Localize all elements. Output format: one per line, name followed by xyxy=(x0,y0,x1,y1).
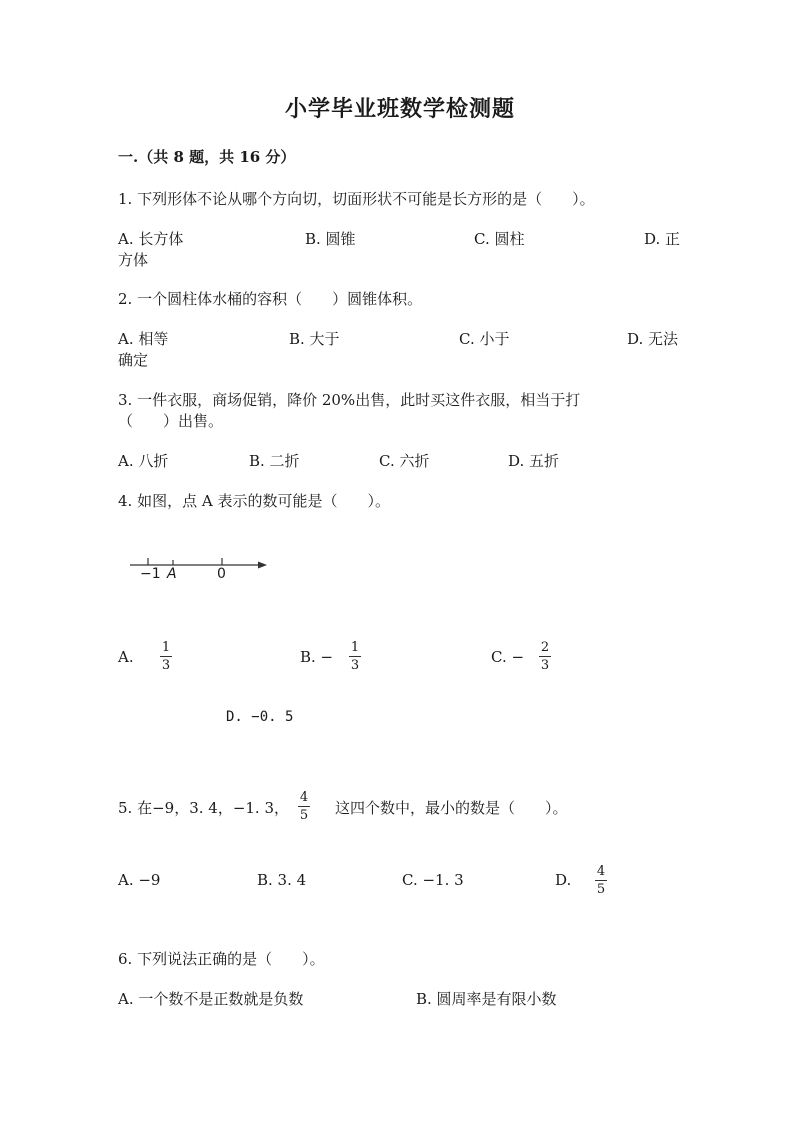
number-line-label-zero: 0 xyxy=(217,566,226,582)
fraction-bar xyxy=(160,656,172,657)
q5-option-d-fraction xyxy=(595,864,607,897)
question-1-stem: 1. 下列形体不论从哪个方向切，切面形状不可能是长方形的是（ ）。 xyxy=(118,190,595,208)
question-6-stem: 6. 下列说法正确的是（ ）。 xyxy=(118,950,325,968)
q4-option-a[interactable]: A. xyxy=(118,648,134,666)
fraction-numerator: 2 xyxy=(540,640,550,655)
number-line-label-a: A xyxy=(167,566,177,582)
number-line-label-neg1: −1 xyxy=(140,566,161,582)
q5-option-c[interactable]: C. −1. 3 xyxy=(402,871,464,889)
q1-option-c[interactable]: C. 圆柱 xyxy=(474,230,525,248)
q1-option-b[interactable]: B. 圆锥 xyxy=(305,230,356,248)
q4-option-a-fraction xyxy=(160,640,172,673)
q2-option-c[interactable]: C. 小于 xyxy=(459,330,510,348)
q2-option-b[interactable]: B. 大于 xyxy=(289,330,340,348)
q3-option-b[interactable]: B. 二折 xyxy=(249,452,300,470)
q5-option-a[interactable]: A. −9 xyxy=(118,871,161,889)
q1-option-d-wrap: 方体 xyxy=(118,251,149,269)
q4-option-b-fraction xyxy=(349,640,361,673)
fraction-bar xyxy=(595,880,607,881)
q2-option-a[interactable]: A. 相等 xyxy=(118,330,169,348)
fraction-denominator: 3 xyxy=(350,658,360,673)
q4-option-c[interactable]: C. − xyxy=(491,648,525,666)
page-title: 小学毕业班数学检测题 xyxy=(284,96,515,122)
q4-option-b[interactable]: B. − xyxy=(300,648,334,666)
fraction-denominator: 5 xyxy=(596,882,606,897)
q5-stem-fraction xyxy=(298,790,310,823)
fraction-numerator: 1 xyxy=(350,640,360,655)
q3-option-a[interactable]: A. 八折 xyxy=(118,452,169,470)
section-heading: 一.（共 8 题，共 16 分） xyxy=(118,148,296,166)
fraction-denominator: 3 xyxy=(161,658,171,673)
fraction-numerator: 4 xyxy=(299,790,309,805)
fraction-bar xyxy=(298,806,310,807)
question-5-stem-cont: 这四个数中，最小的数是（ ）。 xyxy=(335,799,568,817)
q4-option-d[interactable]: D. −0. 5 xyxy=(226,709,294,725)
q2-option-d[interactable]: D. 无法 xyxy=(627,330,679,348)
question-3-stem-cont: （ ）出售。 xyxy=(118,412,224,430)
q1-option-a[interactable]: A. 长方体 xyxy=(118,230,184,248)
question-5-stem: 5. 在−9，3. 4，−1. 3， xyxy=(118,799,290,817)
q2-option-d-wrap: 确定 xyxy=(118,351,149,369)
q4-option-c-fraction xyxy=(539,640,551,673)
q5-option-d[interactable]: D. xyxy=(555,871,572,889)
q1-option-d[interactable]: D. 正 xyxy=(644,230,681,248)
q3-option-c[interactable]: C. 六折 xyxy=(379,452,430,470)
q3-option-d[interactable]: D. 五折 xyxy=(508,452,560,470)
fraction-denominator: 5 xyxy=(299,808,309,823)
question-4-stem: 4. 如图，点 A 表示的数可能是（ ）。 xyxy=(118,492,390,510)
q5-option-b[interactable]: B. 3. 4 xyxy=(257,871,307,889)
q6-option-a[interactable]: A. 一个数不是正数就是负数 xyxy=(118,990,304,1008)
fraction-numerator: 1 xyxy=(161,640,171,655)
question-2-stem: 2. 一个圆柱体水桶的容积（ ）圆锥体积。 xyxy=(118,290,423,308)
fraction-numerator: 4 xyxy=(596,864,606,879)
q6-option-b[interactable]: B. 圆周率是有限小数 xyxy=(416,990,557,1008)
fraction-bar xyxy=(539,656,551,657)
fraction-denominator: 3 xyxy=(540,658,550,673)
fraction-bar xyxy=(349,656,361,657)
question-3-stem: 3. 一件衣服，商场促销，降价 20%出售，此时买这件衣服，相当于打 xyxy=(118,391,581,409)
arrow-icon xyxy=(258,562,267,569)
